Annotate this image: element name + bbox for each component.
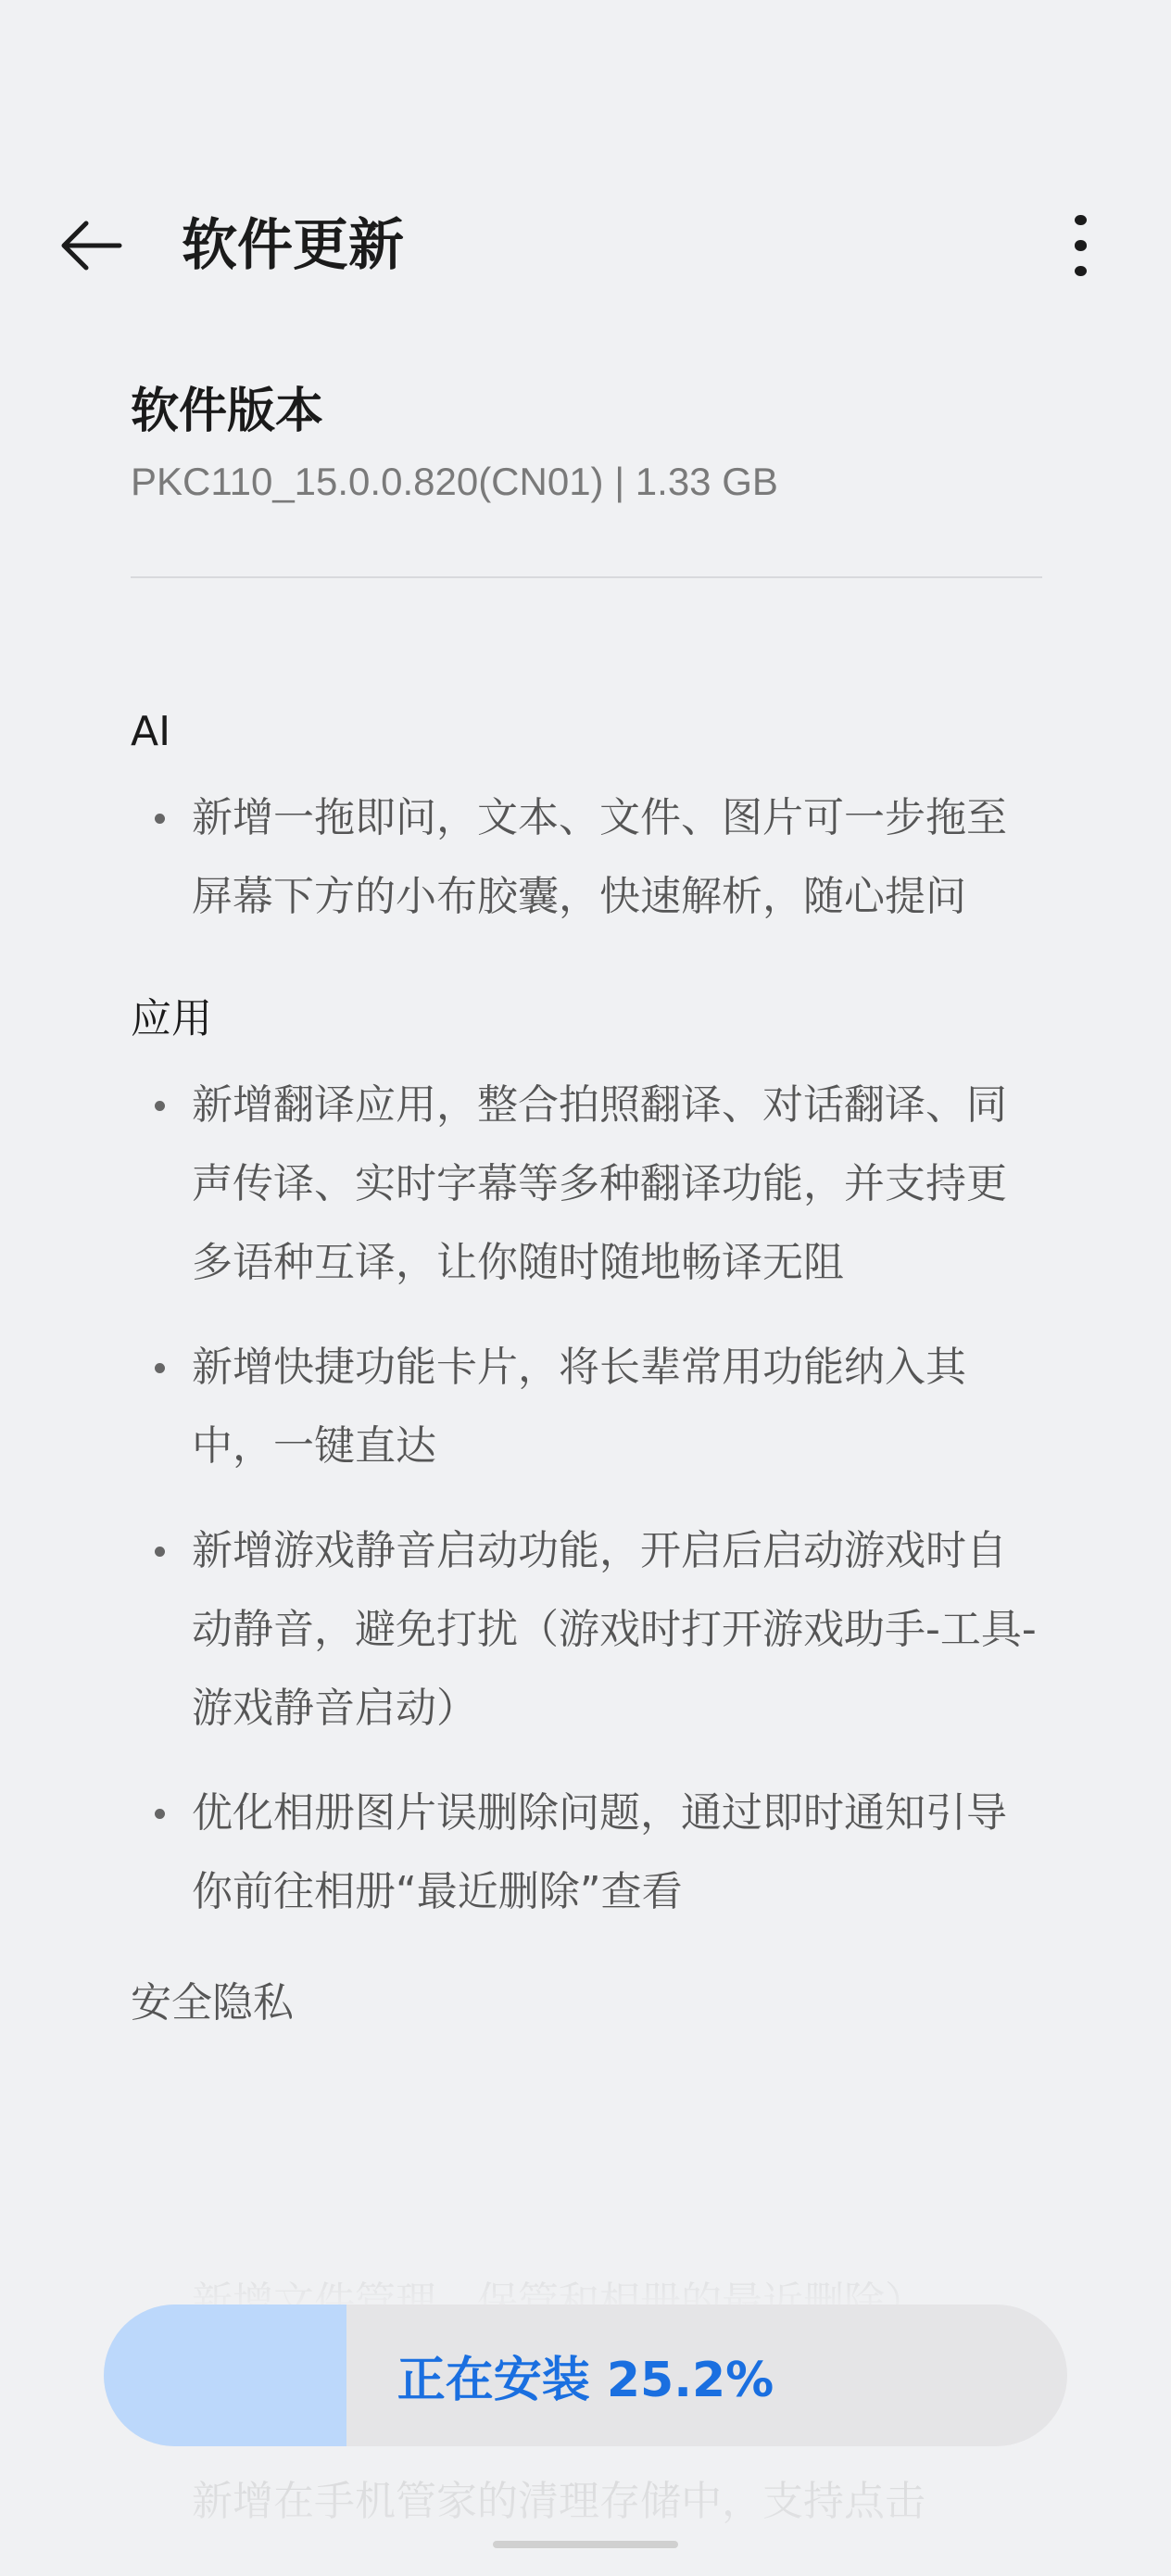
more-options-button[interactable] bbox=[1043, 208, 1117, 284]
list-item bbox=[131, 1066, 1039, 1302]
fade-overlay bbox=[0, 2446, 1171, 2576]
install-progress-label: 正在安装 25.2% bbox=[397, 2353, 774, 2408]
bullet-icon bbox=[155, 1101, 165, 1111]
version-block bbox=[131, 371, 1042, 511]
list-item-text: 新增一拖即问，文本、文件、图片可一步拖至屏幕下方的小布胶囊，快速解析，随心提问 bbox=[192, 794, 1007, 920]
section-title-security-privacy: 安全隐私 bbox=[131, 1979, 294, 2027]
release-notes bbox=[131, 686, 1039, 2050]
more-vert-icon bbox=[1075, 215, 1087, 225]
list-item bbox=[131, 1774, 1039, 1931]
back-arrow-icon bbox=[58, 220, 123, 271]
section-title-ai: AI bbox=[131, 708, 171, 755]
page-title: 软件更新 bbox=[182, 213, 404, 278]
home-indicator bbox=[493, 2541, 678, 2548]
list-item-text: 新增快捷功能卡片，将长辈常用功能纳入其中，一键直达 bbox=[192, 1344, 966, 1470]
back-button[interactable] bbox=[46, 208, 135, 284]
bullet-icon bbox=[155, 1809, 165, 1819]
app-bar bbox=[0, 185, 1171, 306]
divider bbox=[131, 576, 1042, 578]
list-item bbox=[131, 1328, 1039, 1485]
section-title-apps: 应用 bbox=[131, 995, 212, 1042]
more-vert-icon-dot bbox=[1075, 266, 1087, 276]
list-item-text: 优化相册图片误删除问题，通过即时通知引导你前往相册“最近删除”查看 bbox=[192, 1789, 1007, 1915]
bullet-icon bbox=[155, 1363, 165, 1373]
list-item bbox=[131, 778, 1039, 936]
version-title: 软件版本 bbox=[131, 384, 324, 439]
install-progress-button[interactable] bbox=[104, 2305, 1067, 2446]
list-item bbox=[131, 1511, 1039, 1748]
bullet-icon bbox=[155, 1547, 165, 1557]
list-item-text: 新增翻译应用，整合拍照翻译、对话翻译、同声传译、实时字幕等多种翻译功能，并支持更多语种互译，让你随时随地畅译无阻 bbox=[192, 1081, 1007, 1286]
bullet-icon bbox=[155, 814, 165, 824]
fade-overlay bbox=[0, 2215, 1171, 2305]
list-item-text: 新增游戏静音启动功能，开启后启动游戏时自动静音，避免打扰（游戏时打开游戏助手-工具-游戏静音启动） bbox=[192, 1527, 1037, 1732]
version-info: PKC110_15.0.0.820(CN01) | 1.33 GB bbox=[131, 460, 778, 503]
more-vert-icon-dot bbox=[1075, 240, 1087, 250]
